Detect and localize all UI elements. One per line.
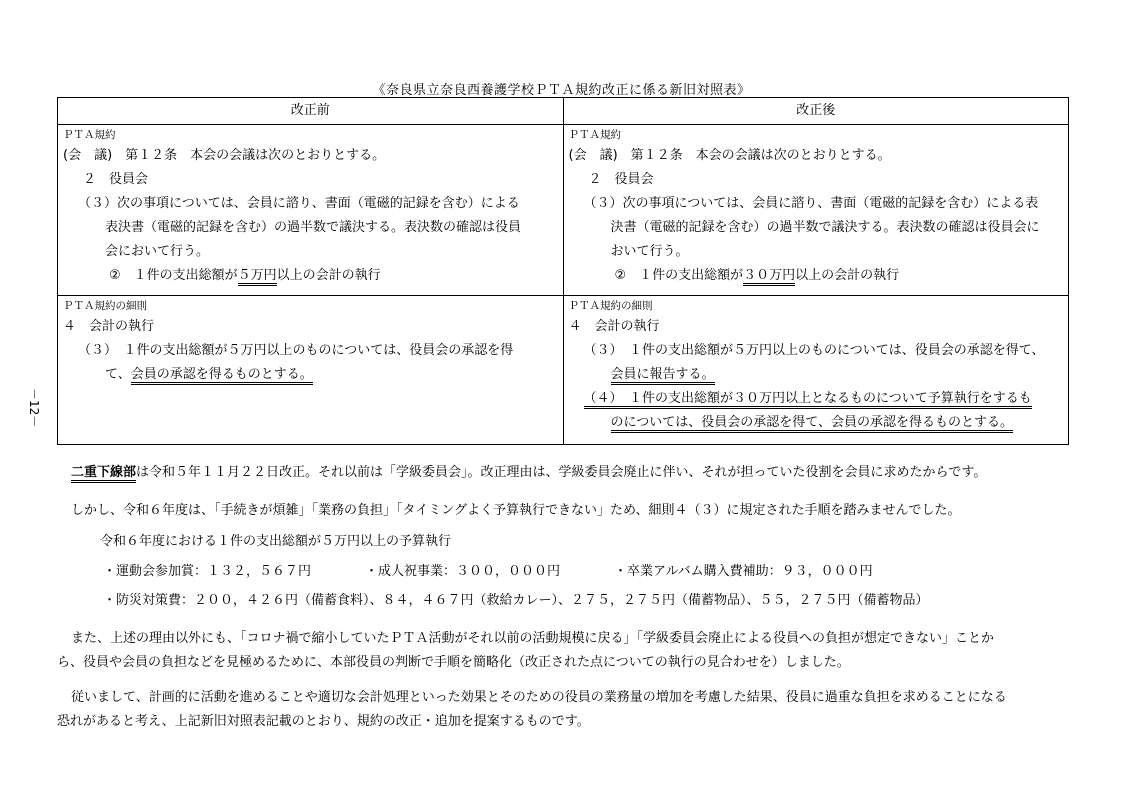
clause-line: （３） １件の支出総額が５万円以上のものについては、役員会の承認を得て、 (583, 343, 1045, 358)
column-header-before: 改正前 (58, 98, 564, 125)
note-paragraph-5-line2: 恐れがあると考え、上記新旧対照表記載のとおり、規約の改正・追加を提案するものです。 (57, 714, 590, 729)
double-underlined-text: （４） １件の支出総額が３０万円以上となるものについて予算執行をするも (584, 391, 1032, 409)
document-title: 《奈良県立奈良西養護学校ＰＴＡ規約改正に係る新旧対照表》 (372, 83, 751, 98)
table-row-pta-bylaws (58, 125, 1069, 296)
double-underlined-text: 会員に報告する。 (611, 367, 715, 385)
article-line: (会 議) 第１２条 本会の会議は次のとおりとする。 (568, 148, 891, 163)
before-bylaws-cell (58, 125, 564, 296)
clause-line (569, 387, 1064, 411)
note-paragraph-1 (57, 461, 1083, 480)
double-underlined-text: ５万円 (238, 268, 277, 286)
double-underlined-text: ３０万円 (743, 268, 795, 286)
text-segment: 以上の会計の執行 (795, 268, 900, 283)
text-segment: 以上の会計の執行 (276, 268, 381, 283)
table-row-detailed-rules (58, 296, 1069, 445)
note-paragraph-2: しかし、令和６年度は、「手続きが煩雑」「業務の負担」「タイミングよく予算執行できない」ため、細則４（３）に規定された手順を踏みませんでした。 (71, 503, 961, 518)
clause-line: ２ 役員会 (588, 172, 654, 187)
double-underlined-text: 会員の承認を得るものとする。 (131, 367, 313, 385)
column-header-after: 改正後 (563, 98, 1069, 125)
clause-line: 決書（電磁的記録を含む）の過半数で議決する。表決数の確認は役員会に (610, 220, 1040, 235)
section-label: ＰＴＡ規約の細則 (63, 300, 147, 312)
clause-line (569, 411, 1064, 435)
list-item: ・防災対策費：２００，４２６円（備蓄食料）、８４，４６７円（救給カレー）、２７５，２７５円（備蓄物品）、５５，２７５円（備蓄物品） (103, 593, 929, 608)
after-rules-cell (563, 296, 1069, 445)
clause-line: ２ 役員会 (83, 172, 149, 187)
section-label: ＰＴＡ規約 (63, 129, 116, 141)
emphasized-term: 二重下線部 (71, 465, 136, 483)
section-label: ＰＴＡ規約 (568, 129, 621, 141)
page-number: －12－ (27, 388, 41, 428)
table-header-row (58, 98, 1069, 125)
clause-line (569, 264, 1064, 288)
section-label: ＰＴＡ規約の細則 (568, 300, 653, 312)
list-item: ・卒業アルバム購入費補助：９３，０００円 (614, 564, 873, 579)
text-segment: て、 (105, 367, 131, 382)
note-paragraph-4-line1: また、上述の理由以外にも、「コロナ禍で縮小していたＰＴＡ活動がそれ以前の活動規模に戻る」「学級委員会廃止による役員への負担が想定できない」ことか (71, 631, 995, 646)
article-line: ４ 会計の執行 (63, 319, 155, 334)
note-paragraph-4-line2: ら、役員や会員の負担などを見極めるために、本部役員の判断で手順を簡略化（改正された点についての執行の見合わせを）しました。 (57, 655, 850, 670)
clause-line: （３） １件の支出総額が５万円以上のものについては、役員会の承認を得 (78, 343, 514, 358)
note-paragraph-5-line1: 従いまして、計画的に活動を進めることや適切な会計処理といった効果とそのための役員の業務量の増加を考慮した結果、役員に過重な負担を求めることになる (71, 690, 1007, 705)
article-line: (会 議) 第１２条 本会の会議は次のとおりとする。 (63, 148, 386, 163)
double-underlined-text: のについては、役員会の承認を得て、会員の承認を得るものとする。 (611, 415, 1013, 433)
list-item: ・運動会参加賞：１３２，５６７円 (103, 564, 312, 579)
note-subheading: 令和６年度における１件の支出総額が５万円以上の予算執行 (100, 534, 452, 549)
list-item: ・成人祝事業：３００，０００円 (365, 564, 561, 579)
clause-line: おいて行う。 (610, 244, 689, 259)
before-rules-cell (58, 296, 564, 445)
clause-line (569, 363, 1064, 387)
clause-line (63, 264, 558, 288)
clause-line (63, 363, 558, 387)
text-segment: ② １件の支出総額が (614, 268, 744, 283)
after-bylaws-cell (563, 125, 1069, 296)
clause-line: 表決書（電磁的記録を含む）の過半数で議決する。表決数の確認は役員 (105, 220, 522, 235)
clause-line: （３）次の事項については、会員に諮り、書面（電磁的記録を含む）による表 (583, 196, 1039, 211)
clause-line: （３）次の事項については、会員に諮り、書面（電磁的記録を含む）による (78, 196, 520, 211)
article-line: ４ 会計の執行 (568, 319, 660, 334)
clause-line: 会において行う。 (105, 244, 210, 259)
text-segment: は令和５年１１月２２日改正。それ以前は「学級委員会」。改正理由は、学級委員会廃止に伴い、それが担っていた役割を会員に求めたからです。 (136, 465, 987, 480)
comparison-table (57, 97, 1069, 445)
text-segment: ② １件の支出総額が (109, 268, 238, 283)
